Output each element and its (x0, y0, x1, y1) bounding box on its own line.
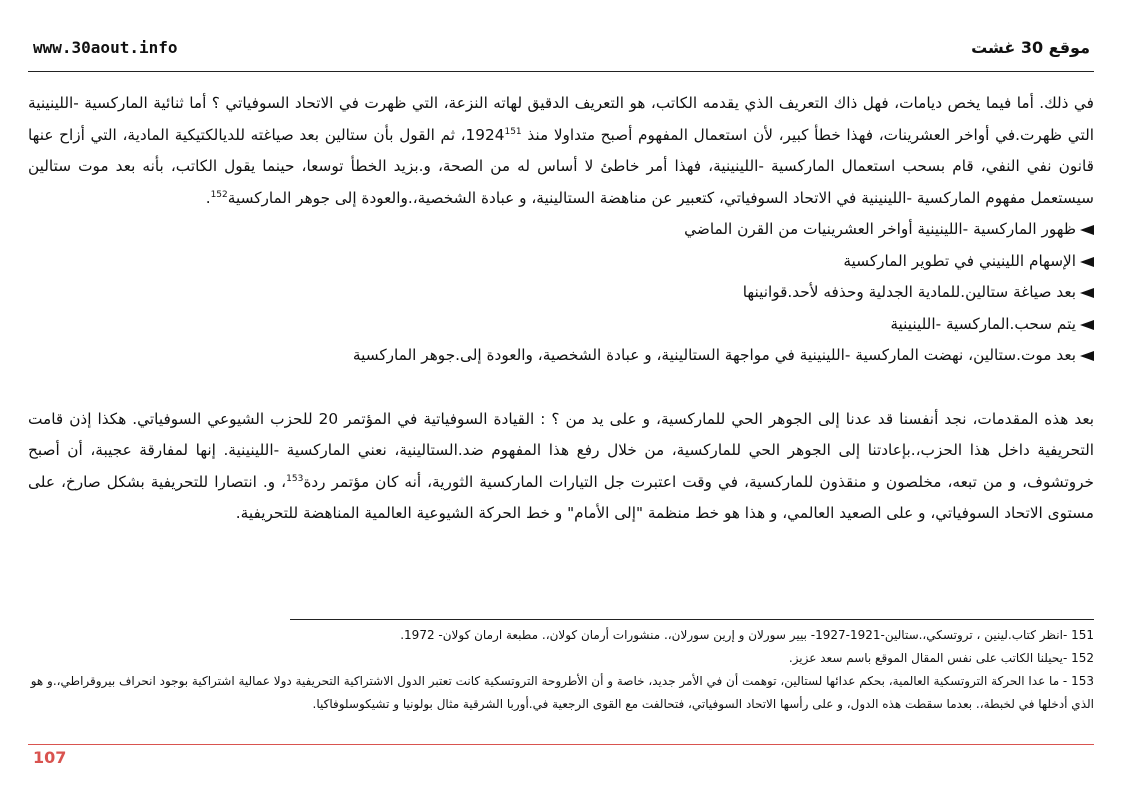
list-item-text: يتم سحب.الماركسية -اللينينية (890, 314, 1076, 333)
footnote-151: 151 -انظر كتاب.لينين ، تروتسكي،.ستالين-1921-1927- بيير سورلان و إرين سورلان،. منشورات أرمان كولان،. مطبعة ارمان كولان- 1972. (400, 628, 1094, 642)
footnote-153: 153 - ما عدا الحركة التروتسكية العالمية، بحكم عدائها لستالين، توهمت أن في الأمر جديد، خاصة و أن الأطروحة التروتسكية كانت تعتبر الدول الاشتراكية التحريفية دولا عمالية اشتراكية بوجود انحراف بيروقراطي،.و هو الذي أدخلها في لخبطة،. بعدما سقطت هذه الدول، و على رأسها الاتحاد السوفياتي، فتحالفت مع القوى الرجعية في.أوربا الشرقية مثال بولونيا و تشيكوسلوفاكيا. (30, 674, 1094, 711)
paragraph-1-text-a: في ذلك. أما فيما يخص ديامات، فهل ذاك التعريف الذي يقدمه الكاتب، هو التعريف الدقيق لهاته النزعة، التي ظهرت في الاتحاد السوفياتي ؟ أما ثنائية الماركسية -اللينينية التي ظهرت.في أواخر العشرينات، فهذا خطأ كبير، لأن استعمال المفهوم أصبح متداولا منذ 1924 (28, 94, 1094, 144)
footnote-divider (290, 619, 1094, 620)
footnote-ref-152[interactable]: 152 (210, 189, 228, 200)
footnote-152: 152 -يحيلنا الكاتب على نفس المقال الموقع باسم سعد عزيز. (788, 651, 1094, 665)
list-item-text: بعد موت.ستالين، نهضت الماركسية -اللينينية في مواجهة الستالينية، و عبادة الشخصية، والعودة إلى.جوهر الماركسية (352, 346, 1076, 364)
paragraph-1-text-b: ، ثم القول بأن ستالين بعد صياغته للديالكتيكية المادية، التي أزاح عنها قانون نفي النفي، قام بسحب استعمال الماركسية -اللينينية، فهذا أمر خاطئ لا أساس له من الصحة، و.بزيد الخطأ توسعا، حينما يقول الكاتب، بأنه بعد موت ستالين سيستعمل مفهوم الماركسية -اللينينية في الاتحاد السوفياتي، كتعبير عن مناهضة الستالينية، و عبادة الشخصية،.والعودة إلى جوهر الماركسية (28, 125, 1094, 207)
paragraph-spacer (28, 372, 1094, 404)
list-item (28, 309, 1094, 341)
header-url[interactable]: www.30aout.info (33, 38, 178, 57)
summary-list (28, 214, 1094, 372)
footnote-ref-151[interactable]: 151 (504, 126, 522, 137)
arrow-bullet-icon (1080, 288, 1094, 298)
page-number: 107 (33, 748, 67, 767)
list-item-text: ظهور الماركسية -اللينينية أواخر العشرينيات من القرن الماضي (684, 220, 1076, 238)
list-item-text: الإسهام اللينيني في تطوير الماركسية (843, 251, 1076, 270)
arrow-bullet-icon (1080, 351, 1094, 361)
paragraph-2-text-b: ، و. انتصارا للتحريفية بشكل صارخ، على مستوى الاتحاد السوفياتي، و على الصعيد العالمي، و هذا هو خط منظمة "إلى الأمام" و خط الحركة الشيوعية العالمية المناهضة للتحريفية. (28, 472, 1094, 522)
paragraph-2 (28, 404, 1094, 530)
list-item (28, 340, 1094, 372)
main-text (28, 88, 1094, 530)
header-site-name: موقع 30 غشت (971, 38, 1090, 57)
footnotes (28, 624, 1094, 716)
footnote-ref-153[interactable]: 153 (286, 473, 304, 484)
paragraph-1 (28, 88, 1094, 214)
list-item (28, 214, 1094, 246)
paragraph-2-text-a: بعد هذه المقدمات، نجد أنفسنا قد عدنا إلى الجوهر الحي للماركسية، و على يد من ؟ : القيادة السوفياتية في المؤتمر 20 للحزب الشيوعي السوفياتي. هكذا إذن قامت التحريفية داخل هذا الحزب،.بإعادتنا إلى الجوهر الحي للماركسية، من خلال رفع هذا المفهوم ضد.الستالينية، نعني الماركسية -اللينينية. إنها لمفارقة عجيبة، أن أصبح خروتشوف، و من تبعه، مخلصون و منقذون للماركسية، في وقت اعتبرت جل التيارات الماركسية الثورية، أنه كان مؤتمر ردة (28, 409, 1094, 491)
paragraph-1-end: . (205, 188, 211, 207)
list-item (28, 277, 1094, 309)
list-item (28, 246, 1094, 278)
arrow-bullet-icon (1080, 257, 1094, 267)
arrow-bullet-icon (1080, 225, 1094, 235)
header-divider (28, 71, 1094, 72)
footer-divider (28, 744, 1094, 745)
list-item-text: بعد صياغة ستالين.للمادية الجدلية وحذفه لأحد.قوانينها (742, 283, 1076, 301)
arrow-bullet-icon (1080, 320, 1094, 330)
